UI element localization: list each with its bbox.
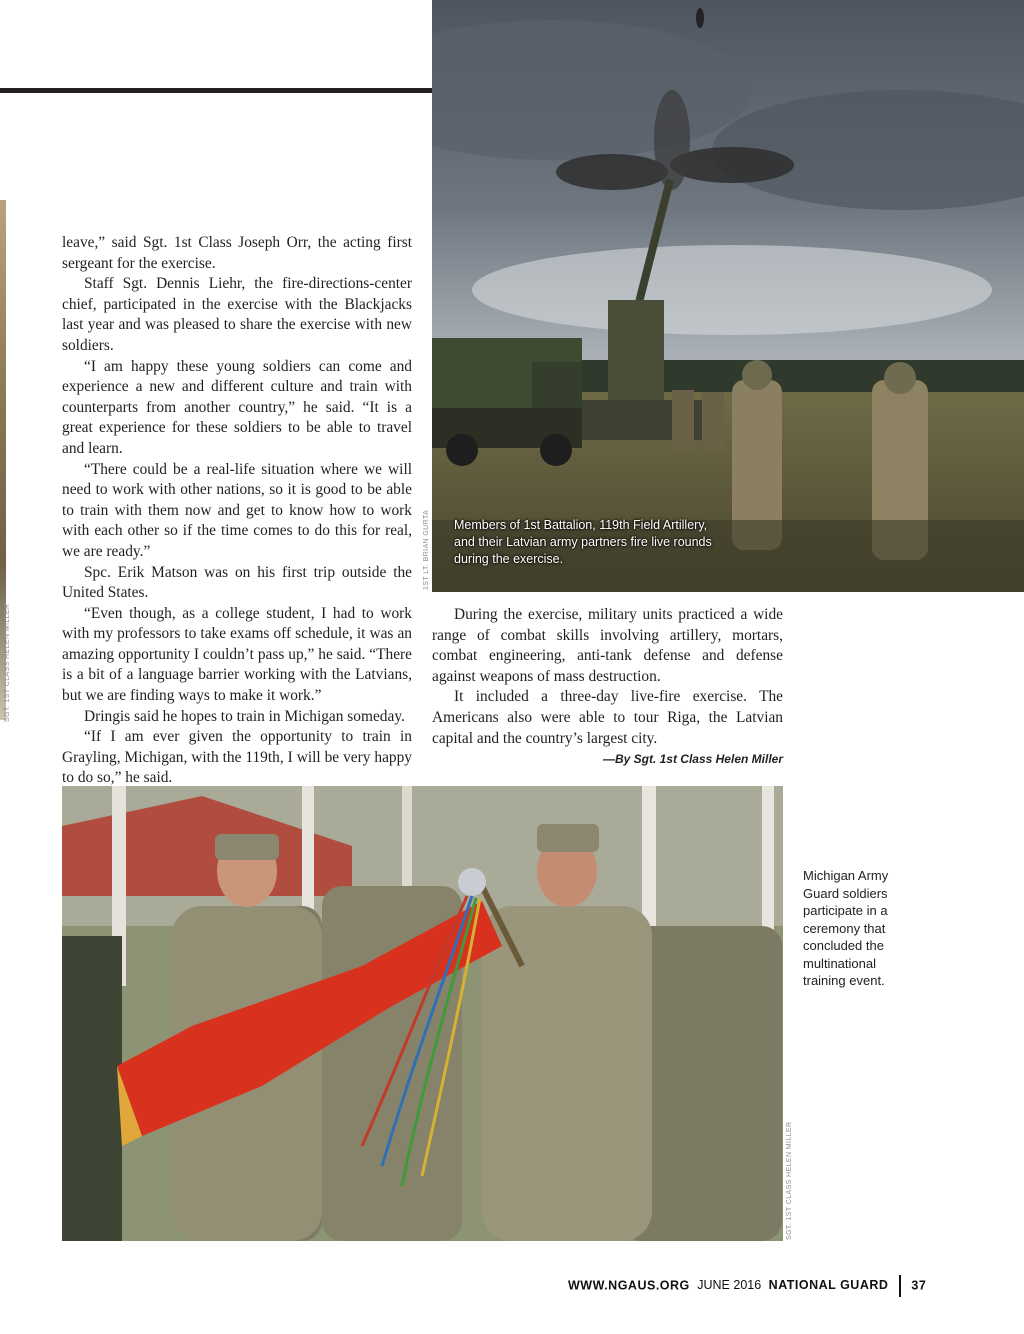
ceremony-photo-caption: Michigan Army Guard soldiers participate in a ceremony that concluded the multinational training event.	[803, 868, 889, 988]
paragraph: leave,” said Sgt. 1st Class Joseph Orr, the acting first sergeant for the exercise.	[62, 234, 412, 272]
paragraph: “There could be a real-life situation where we will need to work with other nations, so it is good to be able to train with them now and get to know how to work with each other so if the time comes to do this for real, we are ready.”	[62, 460, 412, 560]
paragraph: “Even though, as a college student, I had to work with my professors to take exams off schedule, it was an amazing opportunity I couldn’t pass up,” he said. “There is a bit of a language barrier working with the Latvians, but we are finding ways to make it work.”	[62, 604, 412, 705]
left-text-column	[62, 233, 412, 789]
footer-issue: JUNE 2016	[697, 1278, 762, 1293]
header-rule	[0, 88, 432, 93]
artillery-photo-image	[432, 0, 1024, 592]
ceremony-photo-image	[62, 786, 783, 1241]
ceremony-photo-credit: SGT. 1ST CLASS HELEN MILLER	[786, 1121, 793, 1240]
paragraph: Spc. Erik Matson was on his first trip outside the United States.	[62, 563, 412, 602]
footer-page-number: 37	[911, 1278, 927, 1293]
paragraph: During the exercise, military units practiced a wide range of combat skills involving artillery, mortars, combat engineering, anti-tank defense and defense against weapons of mass destruction.	[432, 606, 783, 685]
footer-magazine: NATIONAL GUARD	[768, 1278, 889, 1293]
artillery-photo	[432, 0, 1024, 592]
paragraph: It included a three-day live-fire exercise. The Americans also were able to tour Riga, the Latvian capital and the country’s largest city.	[432, 688, 783, 747]
byline: —By Sgt. 1st Class Helen Miller	[602, 752, 783, 766]
right-text-column	[432, 605, 783, 749]
footer-divider	[899, 1275, 901, 1297]
page-footer	[568, 1275, 938, 1297]
paragraph: “I am happy these young soldiers can come and experience a new and different culture and train with counterparts from another country,” he said. “It is a great experience for these soldiers to be able to travel and learn.	[62, 357, 412, 457]
artillery-photo-caption: Members of 1st Battalion, 119th Field Artillery, and their Latvian army partners fire live rounds during the exercise.	[454, 518, 712, 566]
paragraph: “If I am ever given the opportunity to train in Grayling, Michigan, with the 119th, I will be very happy to do so,” he said.	[62, 728, 412, 787]
footer-website: WWW.NGAUS.ORG	[568, 1278, 690, 1293]
artillery-photo-credit: 1ST LT. BRIAN GURTA	[423, 509, 430, 590]
paragraph: Staff Sgt. Dennis Liehr, the fire-directions-center chief, participated in the exercise with the Blackjacks last year and was pleased to share the exercise with new soldiers.	[62, 275, 412, 354]
left-photo-credit: SGT. 1ST CLASS HELEN MILLER	[4, 603, 11, 722]
paragraph: Dringis said he hopes to train in Michigan someday.	[84, 707, 405, 725]
ceremony-photo	[62, 786, 783, 1241]
